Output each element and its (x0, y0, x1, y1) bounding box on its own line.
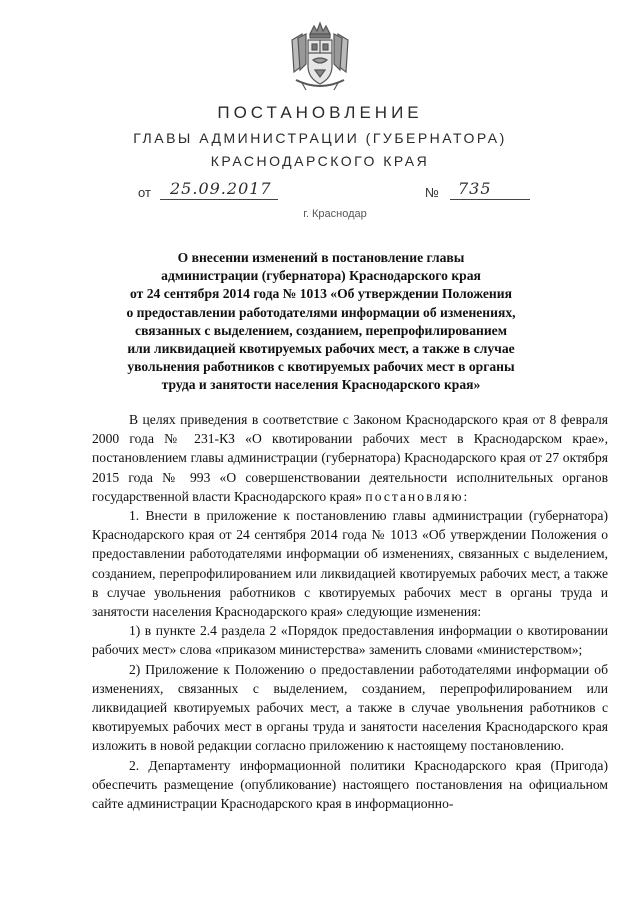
coat-of-arms-icon (288, 20, 352, 94)
decree-word: постановляю: (365, 488, 470, 504)
title-line: или ликвидацией квотируемых рабочих мест, а также в случае (127, 341, 515, 357)
city-label: г. Краснодар (303, 208, 367, 220)
title-line: О внесении изменений в постановление главы (177, 250, 465, 265)
date-label: от (138, 185, 151, 200)
issuer-heading: ГЛАВЫ АДМИНИСТРАЦИИ (ГУБЕРНАТОРА) (133, 130, 507, 146)
title-line: труда и занятости населения Краснодарского края» (161, 377, 481, 393)
subparagraph-1-1: 1) в пункте 2.4 раздела 2 «Порядок предоставления информации о квотировании рабочих мест» слова «приказом министерства» заменить словами «министерством»; (92, 623, 608, 658)
intro-paragraph (92, 410, 608, 506)
subparagraph-1-2: 2) Приложение к Положению о предоставлении работодателями информации об изменениях, связанных с выделением, созданием, перепрофилированием или ликвидацией квотируемых рабочих мест, а также в случае увольнения работников с квотируемых рабочих мест в органы труда и занятости населения Краснодарского края изложить в новой редакции согласно приложению к настоящему постановлению. (92, 661, 608, 754)
date-number-row (0, 179, 640, 209)
title-line: администрации (губернатора) Краснодарского края (161, 268, 481, 284)
number-label: № (425, 185, 439, 200)
number-value: 735 (458, 179, 492, 198)
region-heading: КРАСНОДАРСКОГО КРАЯ (210, 153, 430, 169)
title-line: о предоставлении работодателями информации об изменениях, (126, 304, 516, 320)
title-line: от 24 сентября 2014 года № 1013 «Об утверждении Положения (130, 286, 512, 302)
paragraph-1: 1. Внести в приложение к постановлению главы администрации (губернатора) Краснодарского края от 24 сентября 2014 года № 1013 «Об утверждении Положения о предоставлении работодателями информации об изменениях, связанных с выделением, созданием, перепрофилированием или ликвидацией квотируемых рабочих мест, а также в случае увольнения работников с квотируемых рабочих мест в органы труда и занятости населения Краснодарского края» следующие изменения: (92, 508, 608, 620)
date-value: 25.09.2017 (170, 179, 272, 198)
intro-text: В целях приведения в соответствие с Законом Краснодарского края от 8 февраля 2000 года № 231-КЗ «О квотировании рабочих мест в Краснодарском крае», постановлением главы администрации (губернатора) Краснодарского края от 27 октября 2015 года № 993 «О совершенствовании деятельности исполнительных органов государственной власти Краснодарского края» (92, 412, 608, 504)
document-body (92, 410, 608, 813)
title-line: связанных с выделением, созданием, перепрофилированием (135, 322, 507, 338)
document-type-heading: ПОСТАНОВЛЕНИЕ (217, 103, 423, 122)
number-underline (450, 199, 530, 200)
date-underline (160, 199, 278, 200)
document-title (100, 249, 542, 395)
title-line: увольнения работников с квотируемых рабочих мест в органы (127, 359, 515, 375)
paragraph-2: 2. Департаменту информационной политики Краснодарского края (Пригода) обеспечить размещение (опубликование) настоящего постановления на официальном сайте администрации Краснодарского края в информационно- (92, 757, 608, 812)
